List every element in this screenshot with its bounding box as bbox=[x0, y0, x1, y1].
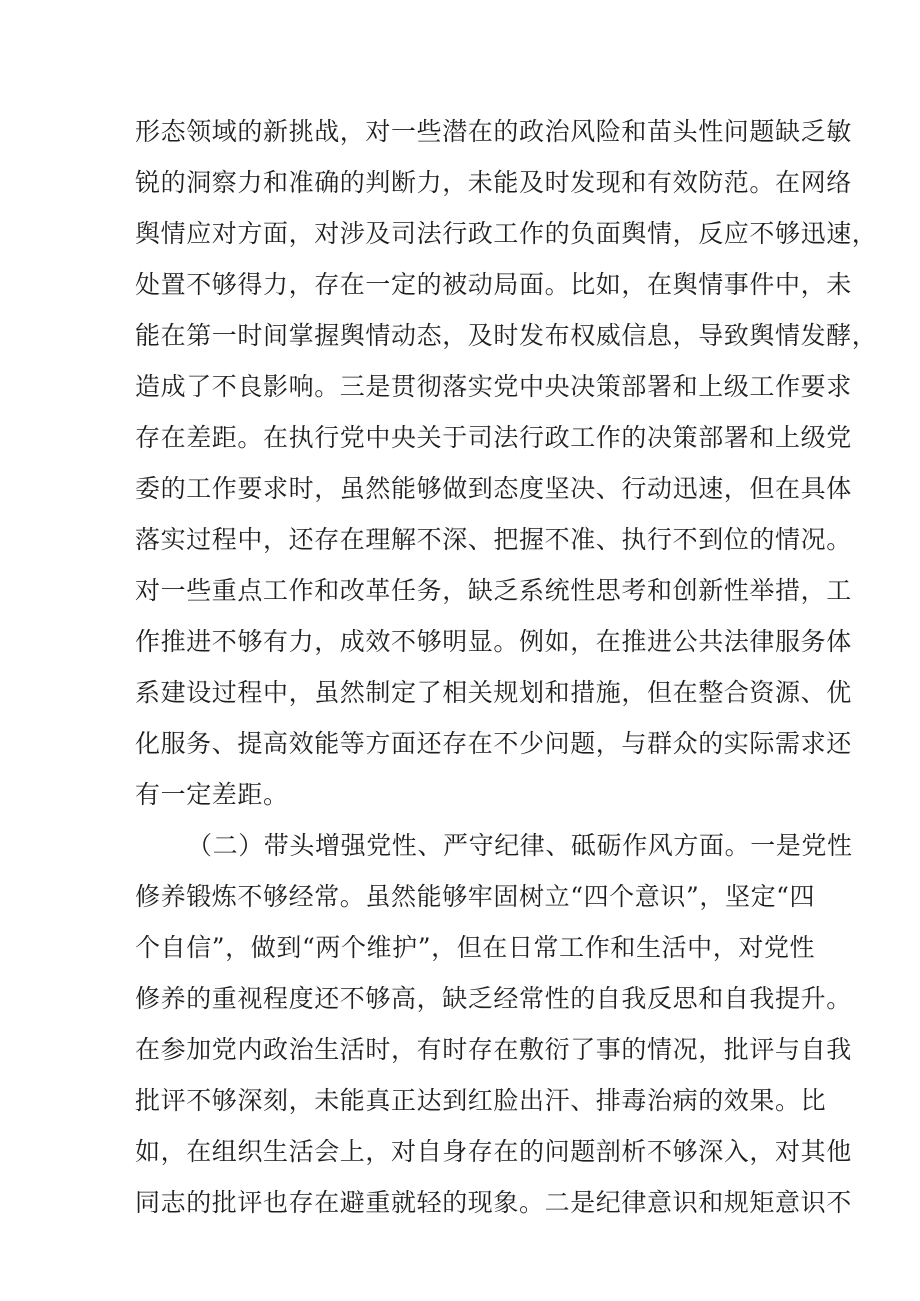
text-line: 个自信”，做到“两个维护”，但在日常工作和生活中，对党性 bbox=[135, 933, 816, 962]
text-line: 落实过程中，还存在理解不深、把握不准、执行不到位的情况。 bbox=[135, 525, 852, 554]
text-line: 存在差距。在执行党中央关于司法行政工作的决策部署和上级党 bbox=[135, 423, 852, 452]
text-line: 舆情应对方面，对涉及司法行政工作的负面舆情，反应不够迅速， bbox=[135, 219, 878, 248]
text-line: 如，在组织生活会上，对自身存在的问题剖析不够深入，对其他 bbox=[135, 1137, 852, 1166]
section-heading-line: （二）带头增强党性、严守纪律、砥砺作风方面。一是党性 bbox=[187, 831, 853, 860]
text-line: 化服务、提高效能等方面还存在不少问题，与群众的实际需求还 bbox=[135, 729, 852, 758]
text-line: 有一定差距。 bbox=[135, 780, 289, 809]
text-line: 造成了不良影响。三是贯彻落实党中央决策部署和上级工作要求 bbox=[135, 372, 852, 401]
text-line: 对一些重点工作和改革任务，缺乏系统性思考和创新性举措，工 bbox=[135, 576, 852, 605]
text-line: 处置不够得力，存在一定的被动局面。比如，在舆情事件中，未 bbox=[135, 270, 852, 299]
text-line: 在参加党内政治生活时，有时存在敷衍了事的情况，批评与自我 bbox=[135, 1035, 852, 1064]
text-line: 系建设过程中，虽然制定了相关规划和措施，但在整合资源、优 bbox=[135, 678, 852, 707]
text-line: 委的工作要求时，虽然能够做到态度坚决、行动迅速，但在具体 bbox=[135, 474, 852, 503]
text-line: 修养的重视程度还不够高，缺乏经常性的自我反思和自我提升。 bbox=[135, 984, 852, 1013]
text-line: 锐的洞察力和准确的判断力，未能及时发现和有效防范。在网络 bbox=[135, 168, 852, 197]
text-line: 批评不够深刻，未能真正达到红脸出汗、排毒治病的效果。比 bbox=[135, 1086, 827, 1115]
text-line: 作推进不够有力，成效不够明显。例如，在推进公共法律服务体 bbox=[135, 627, 852, 656]
text-line: 能在第一时间掌握舆情动态，及时发布权威信息，导致舆情发酵， bbox=[135, 321, 878, 350]
text-line: 形态领域的新挑战，对一些潜在的政治风险和苗头性问题缺乏敏 bbox=[135, 117, 852, 146]
text-line: 同志的批评也存在避重就轻的现象。二是纪律意识和规矩意识不 bbox=[135, 1188, 852, 1217]
text-line: 修养锻炼不够经常。虽然能够牢固树立“四个意识”，坚定“四 bbox=[135, 882, 816, 911]
